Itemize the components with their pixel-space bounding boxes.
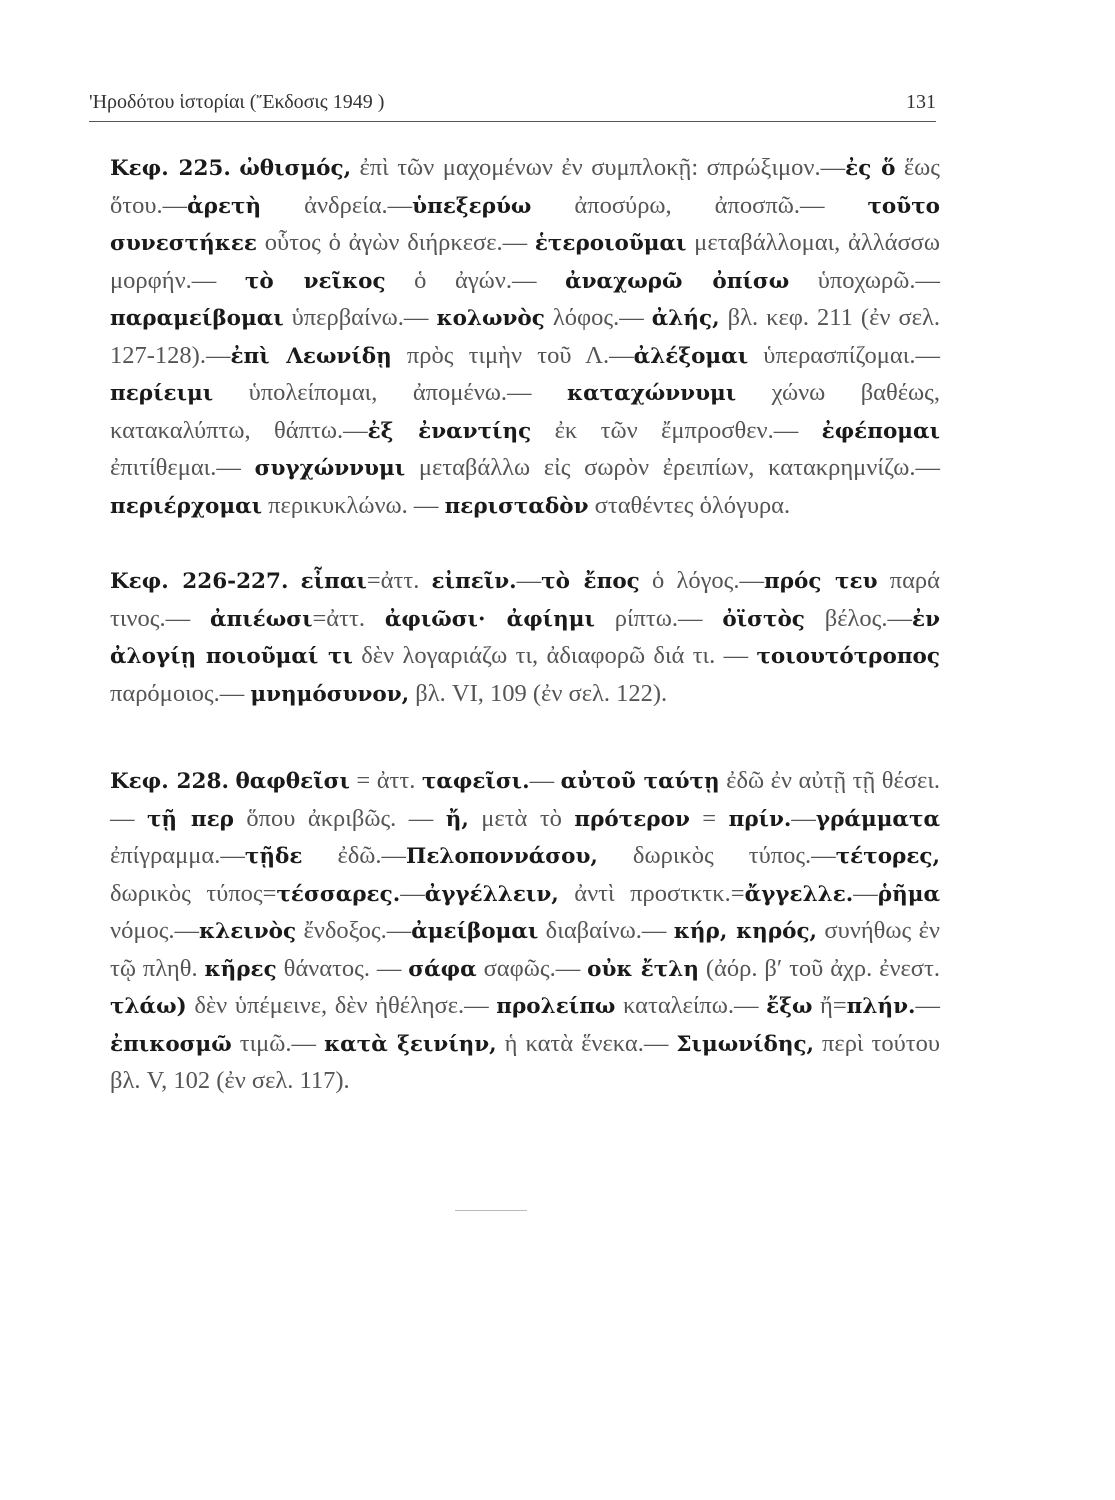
lemma-term: ἤ, bbox=[445, 806, 469, 832]
gloss-text: δωρικὸς τύπος.— bbox=[597, 842, 836, 869]
gloss-text: ἕως ὅτου.— bbox=[110, 154, 940, 219]
gloss-text: (ἀόρ. β′ τοῦ ἀχρ. ἐνεστ. bbox=[698, 954, 940, 982]
lemma-term: ἀπιέωσι bbox=[209, 606, 313, 632]
lemma-term: γράμματα bbox=[815, 806, 940, 832]
lemma-term: τὸ ἔπος bbox=[541, 569, 640, 594]
gloss-text: μεταβάλλομαι, ἀλλάσσω μορφήν.— bbox=[110, 229, 940, 294]
page-number: 131 bbox=[906, 91, 936, 113]
lemma-term: κολωνὸς bbox=[436, 306, 545, 331]
gloss-text: θάνατος. — bbox=[276, 954, 409, 982]
lemma-term: παραμείβομαι bbox=[110, 306, 284, 331]
gloss-text: ἐδῶ.— bbox=[302, 842, 407, 869]
lemma-term: μνημόσυνον, bbox=[250, 681, 410, 707]
lemma-term: ὑπεξερύω bbox=[412, 193, 532, 219]
lemma-term: ἄγγελλε. bbox=[744, 881, 854, 907]
lemma-term: εἶπαι bbox=[300, 569, 367, 594]
gloss-text: =ἀττ. bbox=[366, 567, 432, 594]
gloss-text: = bbox=[689, 804, 729, 832]
lemma-term: ἔξω bbox=[766, 994, 813, 1019]
gloss-text: ὁ λόγος.— bbox=[639, 567, 764, 594]
gloss-text: — bbox=[853, 879, 878, 907]
gloss-text: χώνω βαθέως, κατακαλύπτω, θάπτω.— bbox=[110, 379, 940, 444]
running-title: 'Ηροδότου ἱστορίαι (Ἔκδοσις 1949 ) bbox=[89, 91, 385, 113]
lemma-term: ἀρετὴ bbox=[187, 193, 262, 219]
lemma-term: ἐς ὅ bbox=[845, 156, 896, 181]
gloss-text bbox=[288, 567, 300, 594]
running-header bbox=[89, 91, 936, 122]
lemma-term: Κεφ. 225. bbox=[110, 156, 231, 181]
gloss-text: παρά τινος.— bbox=[110, 567, 940, 632]
lemma-term: συγχώννυμι bbox=[254, 456, 406, 481]
lemma-term: Πελοποννάσου, bbox=[406, 844, 598, 869]
lemma-term: ἀγγέλλειν, bbox=[424, 881, 559, 907]
lemma-term: ἑτεροιοῦμαι bbox=[534, 231, 687, 256]
gloss-text: ἐδῶ ἐν αὐτῇ τῇ θέσει.— bbox=[110, 767, 941, 832]
gloss-text: ἡ κατὰ ἕνεκα.— bbox=[496, 1029, 677, 1057]
gloss-text: — bbox=[791, 804, 816, 832]
gloss-text: ἔνδοξος.— bbox=[296, 917, 412, 944]
lemma-term: τὸ νεῖκος bbox=[244, 268, 386, 294]
lemma-term: περιέρχομαι bbox=[110, 493, 263, 519]
commentary-paragraph-chapter-225 bbox=[110, 150, 940, 525]
gloss-text: βλ. VI, 109 (ἐν σελ. 122). bbox=[409, 679, 668, 707]
lemma-term: τοῦτο συνεστήκεε bbox=[110, 193, 940, 256]
end-rule bbox=[455, 1210, 527, 1211]
gloss-text: καταλείπω.— bbox=[615, 992, 767, 1019]
gloss-text: ὑποχωρῶ.— bbox=[789, 266, 940, 294]
gloss-text: βλ. κεφ. 211 (ἐν σελ. 127-128).— bbox=[110, 304, 940, 369]
gloss-text: πρὸς τιμὴν τοῦ Λ.— bbox=[391, 341, 634, 369]
lemma-term: ἀμείβομαι bbox=[411, 919, 539, 944]
gloss-text: νόμος.— bbox=[110, 917, 200, 944]
gloss-text: ἐπὶ τῶν μαχομένων ἐν συμπλοκῇ: σπρώξιμον.— bbox=[351, 154, 846, 181]
gloss-text: — bbox=[400, 879, 425, 907]
gloss-text: μεταβάλλω εἰς σωρὸν ἐρειπίων, κατακρημνίζω.— bbox=[405, 454, 940, 481]
gloss-text: ὑπερασπίζομαι.— bbox=[748, 341, 940, 369]
gloss-text: συνήθως ἐν τῷ πληθ. bbox=[110, 917, 940, 982]
lemma-term: θαφθεῖσι bbox=[235, 769, 350, 794]
lemma-term: πλήν. bbox=[846, 994, 916, 1019]
lemma-term: πρίν. bbox=[728, 806, 792, 832]
lemma-term: ἐπὶ Λεωνίδῃ bbox=[230, 343, 392, 369]
gloss-text: οὗτος ὁ ἀγὼν διήρκεσε.— bbox=[256, 229, 535, 256]
gloss-text: παρόμοιος.— bbox=[110, 679, 251, 707]
lemma-term: ῥῆμα bbox=[877, 881, 940, 907]
gloss-text: ἀντὶ προστκτκ.= bbox=[558, 879, 745, 907]
gloss-text: τιμῶ.— bbox=[231, 1029, 325, 1057]
gloss-text: διαβαίνω.— bbox=[538, 917, 674, 944]
lemma-term: τῇ περ bbox=[146, 806, 234, 832]
gloss-text: ἀνδρεία.— bbox=[261, 191, 413, 219]
gloss-text: — bbox=[915, 992, 941, 1019]
gloss-text: μετὰ τὸ bbox=[468, 804, 575, 832]
gloss-text: ὁ ἀγών.— bbox=[385, 266, 566, 294]
lemma-term: περισταδὸν bbox=[444, 493, 589, 519]
gloss-text: σταθέντες ὁλόγυρα. bbox=[588, 491, 791, 519]
gloss-text: σαφῶς.— bbox=[476, 954, 588, 982]
gloss-text: ἤ= bbox=[812, 992, 847, 1019]
lemma-term: ἀναχωρῶ ὀπίσω bbox=[565, 268, 790, 294]
gloss-text: ὅπου ἀκριβῶς. — bbox=[233, 804, 446, 832]
lemma-term: περίειμι bbox=[110, 381, 214, 406]
gloss-text: λόφος.— bbox=[544, 304, 652, 331]
lemma-term: αὐτοῦ ταύτῃ bbox=[560, 769, 720, 794]
lemma-term: ἐν ἀλογίῃ ποιοῦμαί τι bbox=[110, 606, 940, 669]
lemma-term: τῇδε bbox=[244, 844, 303, 869]
gloss-text: ἐπίγραμμα.— bbox=[110, 842, 245, 869]
lemma-term: καταχώννυμι bbox=[566, 381, 737, 406]
gloss-text: — bbox=[516, 567, 542, 594]
gloss-text: δὲν λογαριάζω τι, ἀδιαφορῶ διά τι. — bbox=[352, 642, 757, 669]
lemma-term: τλάω) bbox=[110, 994, 187, 1019]
lemma-term: ὠθισμός, bbox=[239, 156, 352, 181]
lemma-term: οὐκ ἔτλη bbox=[587, 956, 699, 982]
lemma-term: τέτορες, bbox=[835, 844, 940, 869]
lemma-term: τέσσαρες. bbox=[276, 881, 401, 907]
lemma-term: σάφα bbox=[408, 956, 477, 982]
lemma-term: προλείπω bbox=[496, 994, 616, 1019]
lemma-term: εἰπεῖν. bbox=[431, 569, 517, 594]
lemma-term: ἐξ ἐναντίης bbox=[367, 418, 532, 444]
lemma-term: πρότερον bbox=[574, 806, 690, 832]
lemma-term: κατὰ ξεινίην, bbox=[324, 1031, 497, 1057]
lemma-term: Κεφ. 226-227. bbox=[110, 569, 289, 594]
gloss-text: δὲν ὑπέμεινε, δὲν ἠθέλησε.— bbox=[186, 992, 497, 1019]
lemma-term: Σιμωνίδης, bbox=[676, 1031, 815, 1057]
gloss-text: ὑπερβαίνω.— bbox=[283, 304, 437, 331]
lemma-term: ἐφέπομαι bbox=[821, 418, 940, 444]
gloss-text: βέλος.— bbox=[804, 604, 912, 632]
gloss-text: ἐκ τῶν ἔμπροσθεν.— bbox=[531, 416, 822, 444]
gloss-text: ἀποσύρω, ἀποσπῶ.— bbox=[531, 191, 868, 219]
lemma-term: Κεφ. 228. bbox=[110, 769, 229, 794]
gloss-text: περικυκλώνω. — bbox=[262, 491, 445, 519]
gloss-text: ρίπτω.— bbox=[594, 604, 723, 632]
lemma-term: κῆρες bbox=[204, 956, 277, 982]
lemma-term: κήρ, κηρός, bbox=[673, 919, 818, 944]
lemma-term: ταφεῖσι. bbox=[421, 769, 530, 794]
lemma-term: ἀφιῶσι· ἀφίημι bbox=[384, 606, 595, 632]
lemma-term: τοιουτότροπος bbox=[756, 644, 940, 669]
gloss-text: ὑπολείπομαι, ἀπομένω.— bbox=[213, 379, 567, 406]
gloss-text: ἐπιτίθεμαι.— bbox=[110, 454, 255, 481]
gloss-text: =ἀττ. bbox=[312, 604, 385, 632]
lemma-term: κλεινὸς bbox=[199, 919, 297, 944]
gloss-text: δωρικὸς τύπος= bbox=[110, 879, 277, 907]
lemma-term: ἀλής, bbox=[651, 306, 720, 331]
lemma-term: ἐπικοσμῶ bbox=[110, 1031, 232, 1057]
gloss-text: — bbox=[529, 767, 561, 794]
lemma-term: ὀϊστὸς bbox=[722, 606, 805, 632]
commentary-paragraph-chapter-228 bbox=[110, 763, 940, 1100]
lemma-term: ἀλέξομαι bbox=[633, 343, 749, 369]
lemma-term: πρός τευ bbox=[764, 569, 878, 594]
commentary-paragraph-chapter-226-227 bbox=[110, 563, 940, 713]
gloss-text: = ἀττ. bbox=[349, 767, 422, 794]
gloss-text: περὶ τούτου βλ. V, 102 (ἐν σελ. 117). bbox=[110, 1029, 940, 1094]
